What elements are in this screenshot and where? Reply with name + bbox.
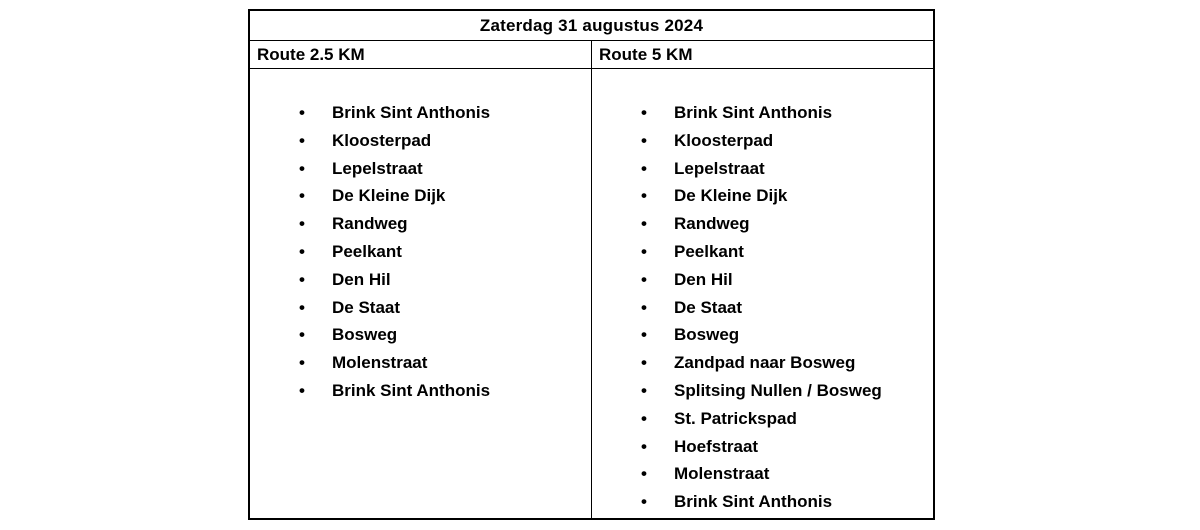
table-body-row xyxy=(250,69,933,518)
column-header-route-2-5km: Route 2.5 KM xyxy=(250,41,592,68)
route-point-item: • Bosweg xyxy=(250,321,591,349)
route-point-item: • Brink Sint Anthonis xyxy=(250,377,591,405)
column-header-row xyxy=(250,41,933,69)
route-5km-list xyxy=(592,99,933,516)
route-point-item: • Brink Sint Anthonis xyxy=(250,99,591,127)
route-point-item: • Zandpad naar Bosweg xyxy=(592,349,933,377)
route-point-item: • Peelkant xyxy=(250,238,591,266)
route-point-item: • De Kleine Dijk xyxy=(250,182,591,210)
route-point-item: • Splitsing Nullen / Bosweg xyxy=(592,377,933,405)
route-2-5km-cell xyxy=(250,69,592,518)
route-point-item: • Den Hil xyxy=(250,266,591,294)
route-point-item: • Peelkant xyxy=(592,238,933,266)
route-point-item: • Lepelstraat xyxy=(250,155,591,183)
route-point-item: • Randweg xyxy=(592,210,933,238)
route-point-item: • Hoefstraat xyxy=(592,433,933,461)
table-title: Zaterdag 31 augustus 2024 xyxy=(250,11,933,41)
route-point-item: • De Staat xyxy=(250,294,591,322)
route-point-item: • Molenstraat xyxy=(250,349,591,377)
route-point-item: • Molenstraat xyxy=(592,460,933,488)
route-point-item: • Brink Sint Anthonis xyxy=(592,488,933,516)
route-point-item: • Brink Sint Anthonis xyxy=(592,99,933,127)
route-point-item: • De Staat xyxy=(592,294,933,322)
route-point-item: • Kloosterpad xyxy=(250,127,591,155)
route-point-item: • Den Hil xyxy=(592,266,933,294)
route-point-item: • Lepelstraat xyxy=(592,155,933,183)
route-point-item: • Bosweg xyxy=(592,321,933,349)
route-2-5km-list xyxy=(250,99,591,405)
route-point-item: • St. Patrickspad xyxy=(592,405,933,433)
route-schedule-table xyxy=(248,9,935,520)
column-header-route-5km: Route 5 KM xyxy=(599,44,693,64)
route-point-item: • Randweg xyxy=(250,210,591,238)
route-5km-cell xyxy=(592,69,933,518)
route-point-item: • De Kleine Dijk xyxy=(592,182,933,210)
route-point-item: • Kloosterpad xyxy=(592,127,933,155)
